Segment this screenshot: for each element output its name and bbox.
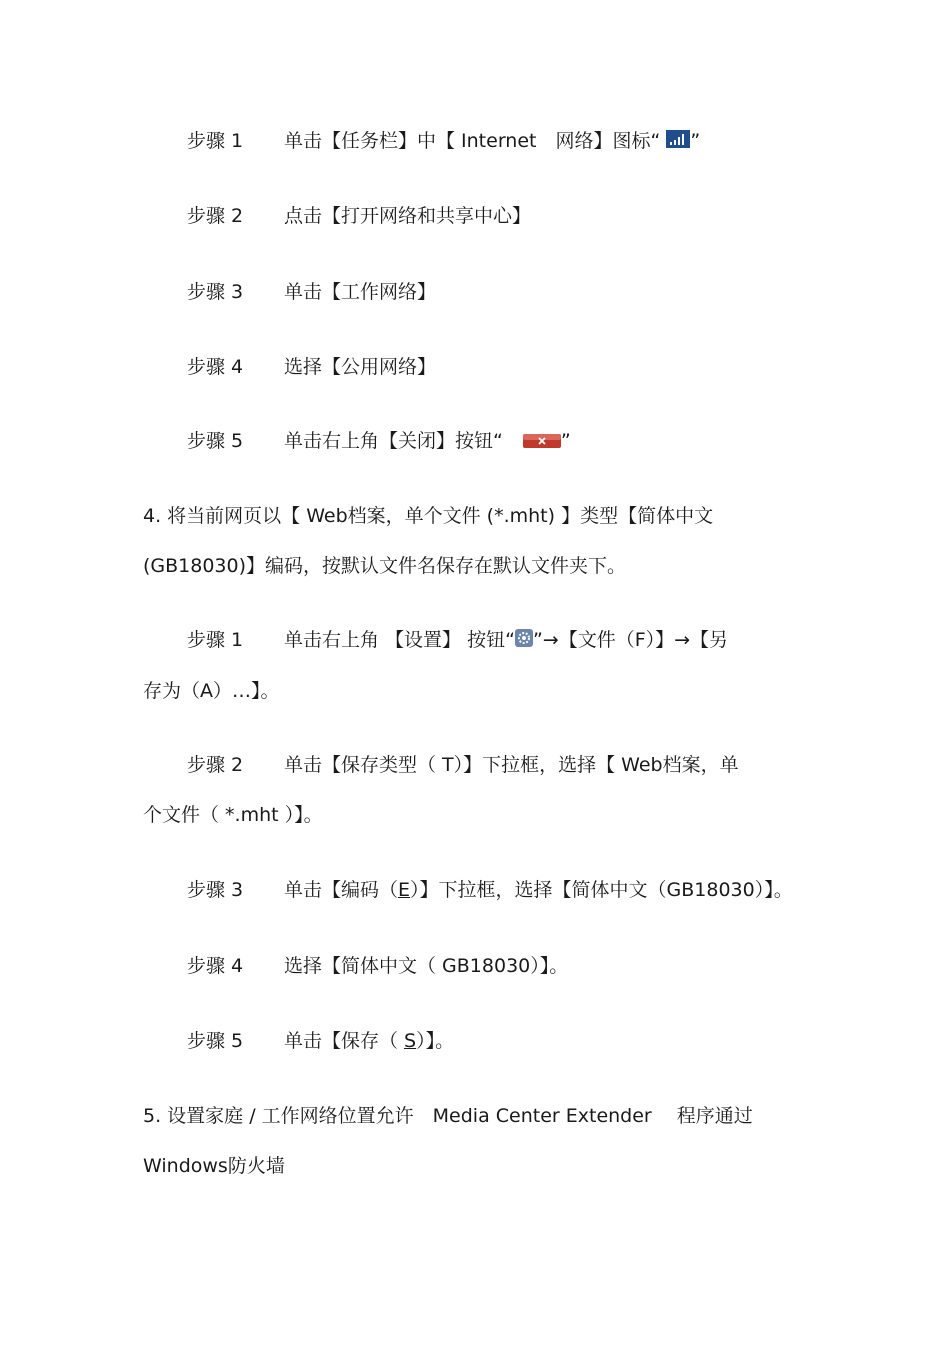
step-label: 步骤 1 [187, 130, 244, 152]
s4-step-3-line [187, 877, 793, 903]
section-4-heading-line1: 4. 将当前网页以【 Web档案，单个文件 (*.mht) 】类型【简体中文 [143, 505, 714, 527]
section-4-heading-line2: (GB18030)】编码，按默认文件名保存在默认文件夹下。 [143, 555, 627, 577]
access-key: E [398, 879, 411, 901]
access-key: S [404, 1030, 417, 1052]
step-label: 步骤 3 [187, 879, 244, 901]
s4-step-1-line2: 存为（A）…】。 [143, 680, 280, 702]
signal-bars-icon [666, 129, 690, 155]
step-label: 步骤 2 [187, 205, 244, 227]
step-3-line [187, 279, 436, 305]
step-text-tail: ）】。 [416, 1030, 455, 1052]
step-label: 步骤 2 [187, 754, 244, 776]
step-text: 点击【打开网络和共享中心】 [284, 205, 532, 227]
gear-icon [515, 628, 533, 654]
step-text: 单击【编码（ [284, 879, 399, 901]
step-text: 单击【工作网络】 [284, 281, 437, 303]
step-label: 步骤 5 [187, 430, 244, 452]
step-text-tail: ）】下拉框，选择【简体中文（GB18030）】。 [410, 879, 793, 901]
quote-close: ” [690, 130, 701, 152]
quote-close: ” [560, 430, 571, 452]
s4-step-2-line2: 个文件（ *.mht ）】。 [143, 804, 323, 826]
s4-step-5-line [187, 1028, 454, 1054]
step-text: 单击【保存类型（ T）】下拉框，选择【 Web档案，单 [284, 754, 739, 776]
step-5-line [187, 428, 571, 455]
step-text: 选择【简体中文（ GB18030）】。 [284, 955, 569, 977]
step-text-tail: ”→【文件（F）】→【另 [532, 629, 729, 651]
s4-step-2-line [187, 752, 739, 778]
close-button-icon [523, 429, 561, 455]
section-5-heading-line2: Windows防火墙 [143, 1155, 285, 1177]
step-text: 单击右上角 【设置】 按钮“ [284, 629, 515, 651]
step-4-line [187, 354, 436, 380]
s4-step-1-line [187, 627, 728, 654]
step-2-line [187, 203, 531, 229]
step-label: 步骤 3 [187, 281, 244, 303]
step-text: 单击右上角【关闭】按钮“ [284, 430, 503, 452]
s4-step-4-line [187, 953, 568, 979]
step-label: 步骤 5 [187, 1030, 244, 1052]
step-text: 单击【保存（ [284, 1030, 405, 1052]
step-text: 选择【公用网络】 [284, 356, 437, 378]
step-label: 步骤 1 [187, 629, 244, 651]
step-label: 步骤 4 [187, 955, 244, 977]
step-1-line [187, 128, 700, 155]
step-text: 单击【任务栏】中【 Internet 网络】图标“ [284, 130, 661, 152]
section-5-heading-line1: 5. 设置家庭 / 工作网络位置允许 Media Center Extender 程序通过 [143, 1105, 753, 1127]
step-label: 步骤 4 [187, 356, 244, 378]
